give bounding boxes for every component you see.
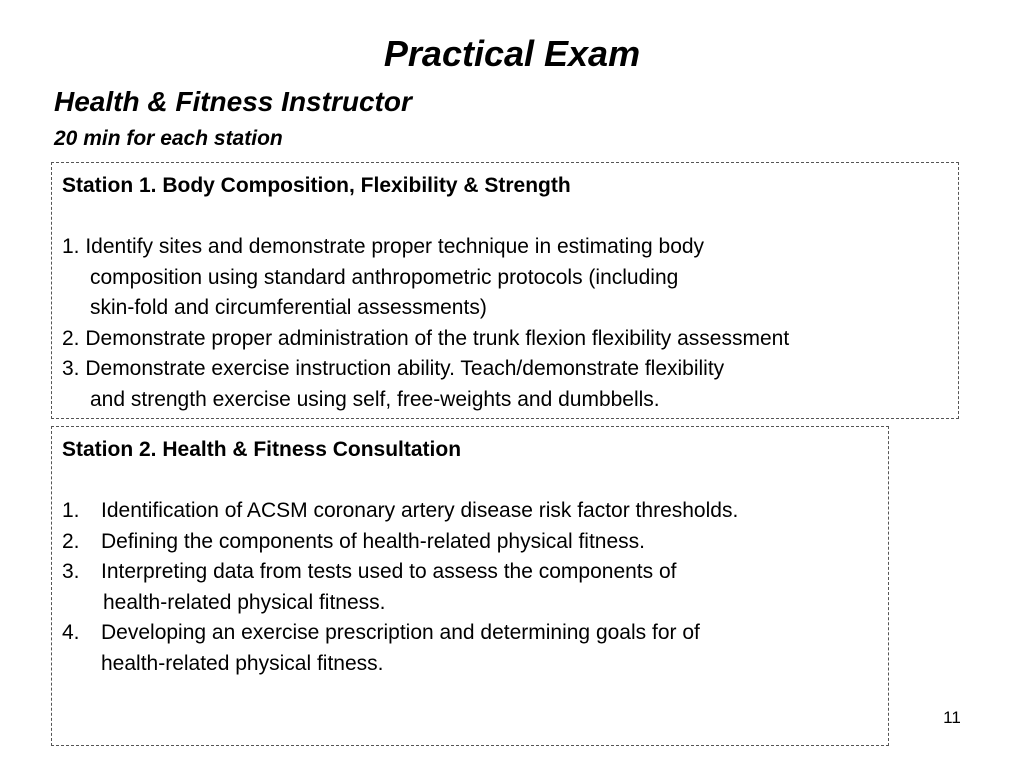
station-2-item-text: Defining the components of health-related physical fitness. [101,529,645,553]
station-2-item-text: Developing an exercise prescription and determining goals for of [101,621,700,644]
station-2-item-number: 4. [62,621,80,644]
station-2-item-text: Identification of ACSM coronary artery disease risk factor thresholds. [101,499,739,522]
station-2-item-text: Interpreting data from tests used to assess the components of [101,560,677,583]
station-1-item-3-line-1: 3. Demonstrate exercise instruction ability. Teach/demonstrate flexibility [62,357,725,380]
station-2-item [62,527,878,558]
page-number: 11 [943,708,961,727]
station-2-item [62,557,878,588]
station-2-item-number: 2. [62,529,80,553]
station-2-item-number: 1. [62,499,80,522]
station-2-item [62,618,878,649]
station-2-item [62,496,878,527]
station-2-heading: Station 2. Health & Fitness Consultation [62,438,462,461]
station-2-item-continuation: health-related physical fitness. [103,590,386,614]
station-1-box [51,162,959,419]
station-1-item-1-line-1: 1. Identify sites and demonstrate proper technique in estimating body [62,235,705,258]
station-1-spacer [62,202,948,233]
station-1-item-1-line-2: composition using standard anthropometric protocols (including [90,265,679,289]
station-1-item-2-line-1: 2. Demonstrate proper administration of the trunk flexion flexibility assessment [62,326,790,350]
station-2-item-number: 3. [62,560,80,583]
slide-subtitle: Health & Fitness Instructor [54,86,412,117]
slide-title: Practical Exam [383,33,641,74]
station-1-item-3-line-2: and strength exercise using self, free-weights and dumbbells. [90,387,660,411]
station-2-item-continuation: health-related physical fitness. [101,651,384,675]
station-2-spacer [62,466,878,497]
station-1-item-1-line-3: skin-fold and circumferential assessments) [90,296,487,319]
time-note: 20 min for each station [54,127,283,150]
station-2-box [51,426,889,746]
station-1-heading: Station 1. Body Composition, Flexibility & Strength [62,174,571,197]
